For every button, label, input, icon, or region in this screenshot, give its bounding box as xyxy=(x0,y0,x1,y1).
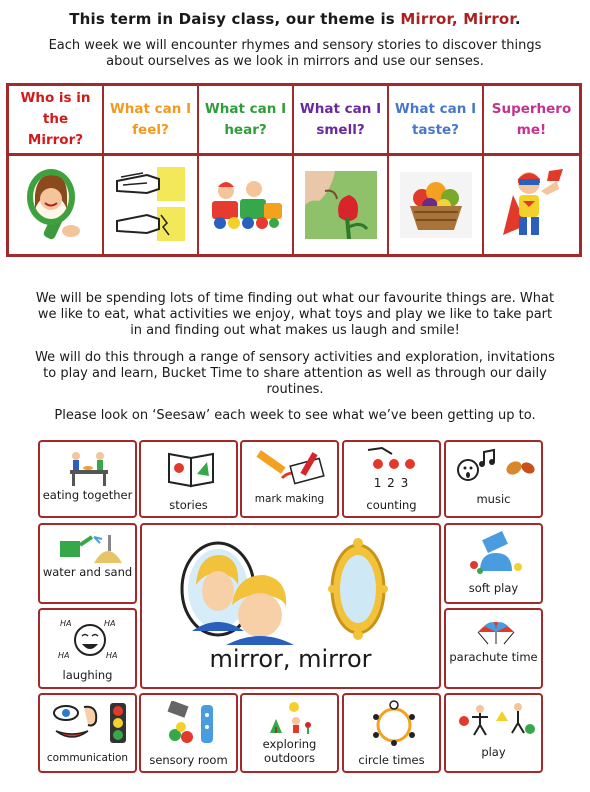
music-icon xyxy=(454,448,538,488)
tile-label: exploring outdoors xyxy=(262,737,317,765)
tile-label: water and sand xyxy=(42,565,133,579)
theme-header-feel xyxy=(104,86,199,156)
tile-laughing xyxy=(38,608,137,689)
theme-image-cell xyxy=(199,156,294,254)
theme-image-cell xyxy=(104,156,199,254)
smell-flower-icon xyxy=(305,171,377,239)
tile-stories xyxy=(139,440,238,518)
tile-label: communication xyxy=(46,752,129,764)
tile-mark-making xyxy=(240,440,339,518)
laugh-text: HA xyxy=(60,619,72,628)
tile-label: music xyxy=(476,492,511,506)
theme-header-smell xyxy=(294,86,389,156)
laugh-text: HA xyxy=(58,651,70,660)
theme-label: What can I feel? xyxy=(109,100,192,138)
theme-image-cell xyxy=(389,156,484,254)
tile-sensory-room xyxy=(139,693,238,773)
theme-image-cell xyxy=(484,156,579,254)
theme-label: Superhero me! xyxy=(491,100,572,138)
communication-icon xyxy=(48,701,132,747)
eating-together-icon xyxy=(64,448,114,488)
body-paragraph-3: Please look on ‘Seesaw’ each week to see what we’ve been getting up to. xyxy=(54,408,536,423)
theme-label: What can I hear? xyxy=(204,100,287,138)
tile-parachute-time xyxy=(444,608,543,689)
tile-label: eating together xyxy=(42,488,133,502)
theme-header-hear xyxy=(199,86,294,156)
tile-communication xyxy=(38,693,137,773)
watering-can-icon xyxy=(54,529,124,565)
tile-soft-play xyxy=(444,523,543,604)
page-title xyxy=(0,10,590,28)
center-label: mirror, mirror xyxy=(209,645,372,673)
tile-label: circle times xyxy=(358,753,425,767)
tile-label: counting xyxy=(366,498,417,512)
laughing-face-icon xyxy=(58,614,122,664)
circle-time-icon xyxy=(366,699,422,747)
title-prefix: This term in Daisy class, our theme is xyxy=(69,10,401,28)
book-icon xyxy=(165,448,217,488)
toy-train-icon xyxy=(206,175,286,235)
fruit-basket-icon xyxy=(400,172,472,238)
tile-label: soft play xyxy=(468,581,519,595)
body-paragraph-1: We will be spending lots of time finding out what our favourite things are. What we like to eat, what activities we enjoy, what toys and play we like to take part in and finding out what makes us laugh and smile! xyxy=(35,291,555,338)
laugh-text: HA xyxy=(106,651,118,660)
counting-digits: 1 2 3 xyxy=(373,476,410,490)
tile-water-sand xyxy=(38,523,137,604)
title-suffix: . xyxy=(514,10,521,28)
tile-exploring-outdoors xyxy=(240,693,339,773)
theme-table xyxy=(6,83,582,257)
title-theme: Mirror, Mirror xyxy=(400,10,515,28)
outdoors-icon xyxy=(266,699,318,735)
intro-text: Each week we will encounter rhymes and sensory stories to discover things about ourselves as we look in mirrors and use our senses. xyxy=(48,38,542,69)
theme-label: What can I taste? xyxy=(394,100,477,138)
mirror-face-icon xyxy=(21,165,91,245)
body-paragraph-2: We will do this through a range of sensory activities and exploration, invitations to play and learn, Bucket Time to share attention as well as through our daily routines. xyxy=(35,350,555,397)
tile-mirror-mirror xyxy=(140,523,441,689)
mirror-faces-icon xyxy=(178,535,408,645)
tile-music xyxy=(444,440,543,518)
theme-label: Who is in the Mirror? xyxy=(20,90,91,148)
tile-play xyxy=(444,693,543,773)
parachute-icon xyxy=(476,616,516,646)
soft-play-icon xyxy=(466,531,526,575)
theme-header-superhero xyxy=(484,86,579,156)
tile-counting xyxy=(342,440,441,518)
theme-image-cell xyxy=(9,156,104,254)
laugh-text: HA xyxy=(104,619,116,628)
theme-image-cell xyxy=(294,156,389,254)
tile-eating-together xyxy=(38,440,137,518)
sensory-room-icon xyxy=(165,701,219,747)
tile-circle-times xyxy=(342,693,441,773)
tile-label: stories xyxy=(169,498,208,512)
counting-icon xyxy=(366,446,422,470)
tile-label: laughing xyxy=(62,668,113,682)
play-icon xyxy=(456,701,536,737)
superhero-icon xyxy=(497,165,567,245)
crayon-icon xyxy=(252,448,330,488)
theme-header-taste xyxy=(389,86,484,156)
tile-label: mark making xyxy=(254,493,325,505)
tile-label: parachute time xyxy=(449,650,538,664)
tile-label: play xyxy=(481,745,506,759)
theme-label: What can I smell? xyxy=(299,100,382,138)
tile-label: sensory room xyxy=(149,753,228,767)
theme-header-mirror xyxy=(9,86,104,156)
hands-touch-icon xyxy=(113,165,188,245)
